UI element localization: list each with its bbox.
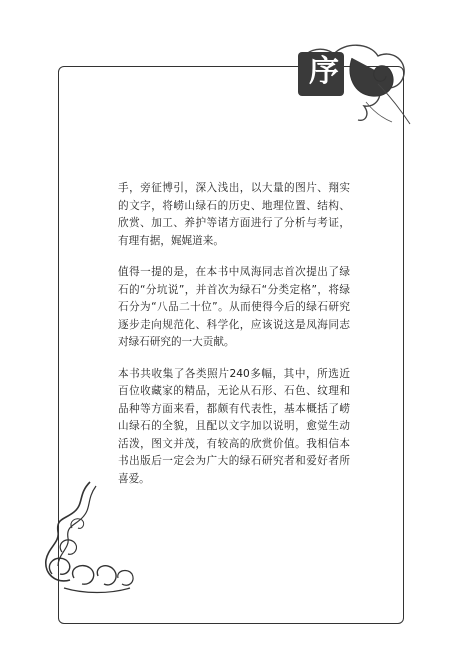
paragraph: 手，旁征博引，深入浅出，以大量的图片、翔实的文字，将崂山绿石的历史、地理位置、结构、欣赏、加工、养护等诸方面进行了分析与考证，有理有据，娓娓道来。 — [118, 182, 350, 247]
paragraph: 值得一提的是，在本书中凤海同志首次提出了绿石的“分坑说”，并首次为绿石“分类定格”，将绿石分为“八品二十位”。从而使得今后的绿石研究逐步走向规范化、科学化，应该说这是凤海同志对绿石研究的一大贡献。 — [118, 266, 350, 348]
preface-body — [118, 180, 350, 488]
paragraph: 本书共收集了各类照片240多幅，其中，所选近百位收藏家的精品，无论从石形、石色、纹理和品种等方面来看，都颇有代表性，基本概括了崂山绿石的全貌，且配以文字加以说明，愈觉生动活泼，图文并茂，有较高的欣赏价值。我相信本书出版后一定会为广大的绿石研究者和爱好者所喜爱。 — [118, 367, 350, 485]
cloud-ornament-icon — [34, 478, 144, 598]
page-title: 序 — [309, 54, 339, 89]
